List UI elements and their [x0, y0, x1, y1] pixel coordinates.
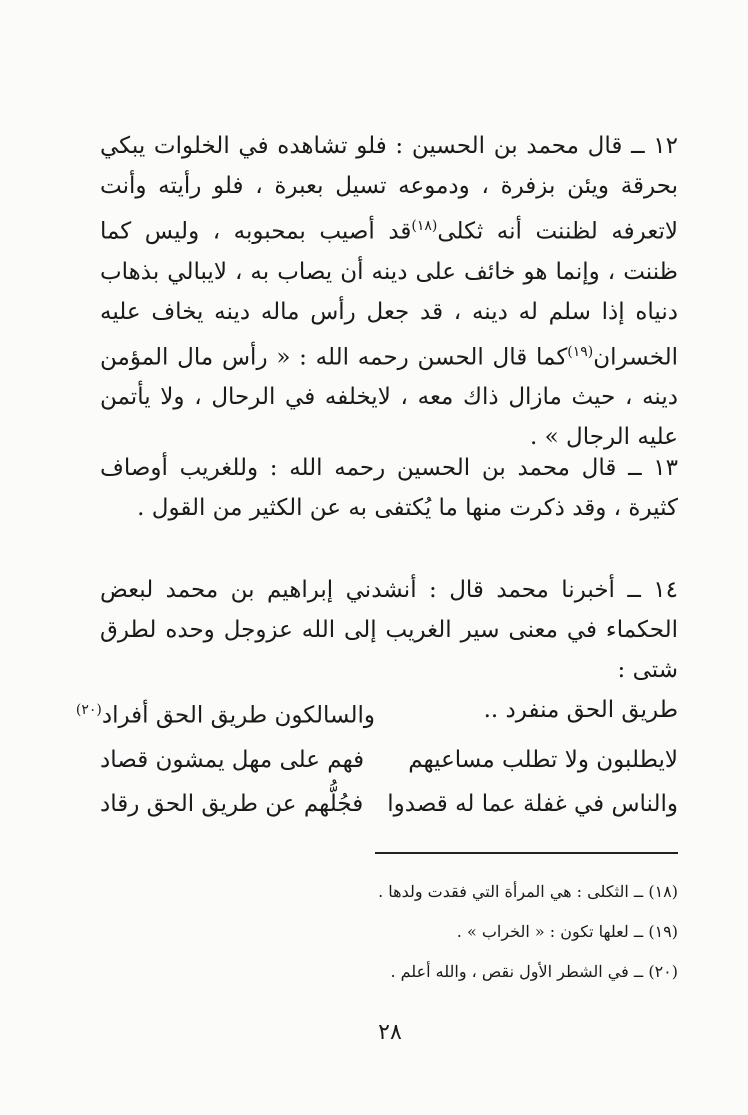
- footnote-ref-18: (١٨): [411, 218, 438, 234]
- paragraph-14: ١٤ ــ أخبرنا محمد قال : أنشدني إبراهيم بن محمد لبعض الحكماء في معنى سير الغريب إلى الله عزوجل وحده لطرق شتى :: [100, 577, 678, 683]
- footnote-18: (١٨) ــ الثكلى : هي المرأة التي فقدت ولدها .: [378, 882, 678, 901]
- footnote-ref-19: (١٩): [567, 343, 594, 360]
- poem: [75, 688, 678, 826]
- verse-3-second-hemistich: فجُلُّهم عن طريق الحق رقاد: [100, 790, 364, 817]
- footnote-19: (١٩) ــ لعلها تكون : « الخراب » .: [456, 922, 678, 941]
- footnote-separator: [375, 852, 678, 854]
- paragraph-12-text-2: قد أصيب بمحبوبه ، وليس كما ظننت ، وإنما هو خائف على دينه أن يصاب به ، لايبالي بذهاب دنياه إذا سلم له دينه ، قد جعل رأس ماله دينه يخاف عليه الخسران: [100, 218, 678, 371]
- paragraph-12-text-1: ١٢ ــ قال محمد بن الحسين : فلو تشاهده في الخلوات يبكي بحرقة ويئن بزفرة ، ودموعه تسيل بعبرة ، فلو رأيته وأنت لاتعرفه لظننت أنه ثكلى: [100, 133, 678, 245]
- page-number: ٢٨: [378, 1020, 402, 1045]
- verse-2-second-hemistich: فهم على مهل يمشون قصاد: [100, 746, 365, 773]
- footnote-ref-20: (٢٠): [75, 702, 102, 718]
- verse-1-second-text: والسالكون طريق الحق أفراد: [101, 702, 375, 729]
- paragraph-12-text-3: كما قال الحسن رحمه الله : « رأس مال المؤمن دينه ، حيث مازال ذاك معه ، لايخلفه في الرحال ، ولا يأتمن عليه الرجال » .: [100, 344, 678, 451]
- verse-2-first-hemistich: لايطلبون ولا تطلب مساعيهم: [408, 746, 678, 773]
- paragraph-12: [100, 126, 678, 457]
- verse-1-first-hemistich: طريق الحق منفرد ..: [483, 697, 678, 723]
- footnote-20: (٢٠) ــ في الشطر الأول نقص ، والله أعلم .: [390, 962, 678, 981]
- verse-1-second-hemistich: [75, 688, 375, 738]
- poem-verse-3: [100, 782, 678, 826]
- poem-verse-1: [75, 688, 678, 738]
- poem-verse-2: [100, 738, 678, 782]
- footnotes: [100, 872, 678, 992]
- verse-3-first-hemistich: والناس في غفلة عما له قصدوا: [387, 790, 678, 817]
- paragraph-13: ١٣ ــ قال محمد بن الحسين رحمه الله : وللغريب أوصاف كثيرة ، وقد ذكرت منها ما يُكتفى به عن الكثير من القول .: [100, 455, 678, 521]
